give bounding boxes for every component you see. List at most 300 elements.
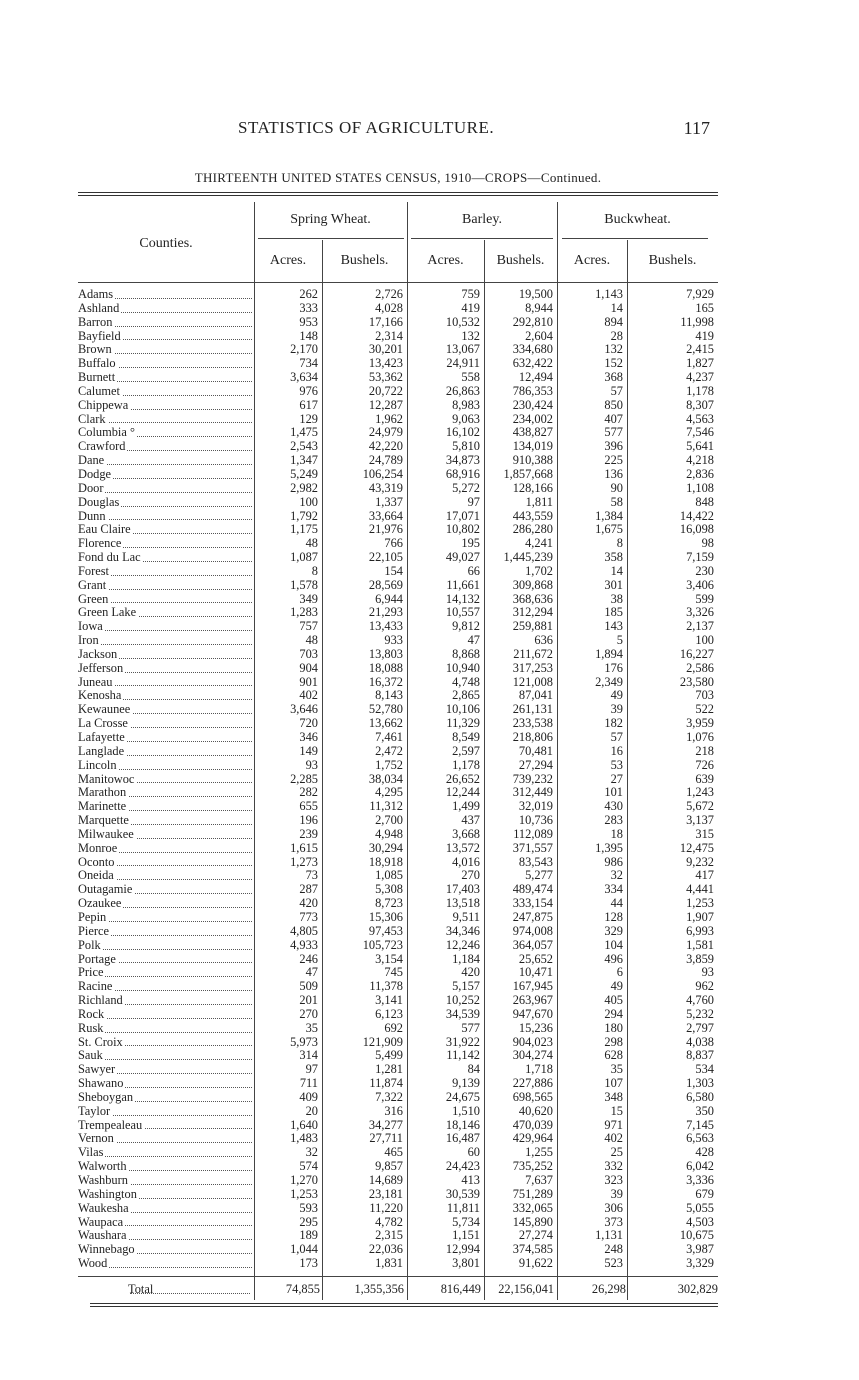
bw-acres-cell: 25 (610, 1146, 623, 1160)
total-leader (130, 1282, 250, 1294)
total-bw-acres: 26,298 (591, 1282, 626, 1296)
county-cell (78, 689, 254, 703)
sw-bushels-cell: 1,337 (375, 495, 403, 509)
table-row (78, 413, 718, 427)
barley-acres-cell: 10,252 (445, 994, 480, 1008)
bw-acres-cell: 101 (604, 786, 623, 800)
bw-bushels-cell: 10,675 (679, 1229, 714, 1243)
county-cell (78, 579, 254, 593)
county-cell (78, 343, 254, 357)
bw-bushels-cell: 639 (695, 772, 714, 786)
bw-bushels-cell: 7,546 (686, 426, 714, 440)
bw-acres-cell: 57 (610, 731, 623, 744)
table-row (78, 745, 718, 759)
sw-bushels-cell: 18,918 (368, 855, 403, 869)
county-name: Bayfield (78, 329, 121, 343)
barley-acres-cell: 30,539 (445, 1187, 480, 1201)
barley-acres-cell: 11,329 (446, 717, 480, 731)
bw-bushels-cell: 962 (695, 980, 714, 994)
barley-bushels-cell: 32,019 (518, 800, 553, 814)
barley-bushels-cell: 263,967 (512, 994, 553, 1008)
sw-acres-cell: 901 (299, 675, 318, 689)
sw-acres-cell: 1,270 (290, 1174, 318, 1187)
sw-acres-cell: 1,615 (290, 841, 318, 855)
table-row (78, 565, 718, 579)
crops-table (78, 288, 718, 1271)
sw-bushels-cell: 121,909 (362, 1035, 403, 1049)
sw-bushels-cell: 23,181 (368, 1187, 403, 1201)
barley-bushels-cell: 112,089 (513, 827, 553, 841)
county-cell (78, 440, 254, 454)
counties-header: Counties. (139, 236, 193, 251)
table-row (78, 1202, 718, 1216)
barley-acres-cell: 13,067 (445, 343, 480, 357)
barley-acres-cell: 1,184 (452, 952, 480, 966)
barley-acres-cell: 3,801 (452, 1257, 480, 1271)
sw-bushels-cell: 34,277 (368, 1118, 403, 1132)
bw-acres-cell: 1,894 (595, 647, 623, 661)
table-row (78, 1077, 718, 1091)
barley-acres-cell: 1,510 (452, 1104, 480, 1118)
total-sw-acres: 74,855 (285, 1282, 320, 1296)
sw-bushels-cell: 27,711 (369, 1132, 403, 1146)
table-row (78, 980, 718, 994)
table-row (78, 620, 718, 634)
county-cell (78, 413, 254, 427)
sw-bushels-cell: 6,944 (375, 592, 403, 606)
barley-acres-cell: 12,246 (445, 938, 480, 952)
table-row (78, 1049, 718, 1063)
table-row (78, 1119, 718, 1133)
barley-bushels-cell: 12,494 (518, 371, 553, 385)
sw-bushels-cell: 11,378 (369, 980, 403, 994)
barley-acres-cell: 10,940 (445, 661, 480, 675)
sw-acres-cell: 2,982 (290, 481, 318, 495)
sw-bushels-cell: 154 (384, 564, 403, 578)
sw-bushels-cell: 30,294 (368, 841, 403, 855)
sw-acres-cell: 2,285 (290, 772, 318, 786)
barley-acres-cell: 10,802 (445, 523, 480, 537)
county-cell (78, 828, 254, 842)
county-name: Racine (78, 980, 113, 994)
sw-bushels-cell: 106,254 (362, 467, 403, 481)
sw-bushels-cell: 5,308 (375, 883, 403, 897)
bw-bushels-cell: 1,253 (686, 897, 714, 911)
county-name: Rusk (78, 1021, 104, 1035)
sw-bushels-cell: 1,281 (375, 1063, 403, 1077)
sw-bushels-cell: 43,319 (368, 481, 403, 495)
bw-bushels-cell: 6,580 (686, 1090, 714, 1104)
bw-bushels-cell: 428 (695, 1146, 714, 1160)
table-row (78, 579, 718, 593)
bw-acres-cell: 850 (604, 398, 623, 412)
county-cell (78, 1091, 254, 1105)
county-cell (78, 1243, 254, 1257)
bw-acres-cell: 1,395 (595, 841, 623, 855)
table-row (78, 1036, 718, 1050)
county-name: Dodge (78, 467, 112, 481)
bw-bushels-cell: 3,329 (686, 1257, 714, 1271)
county-cell (78, 773, 254, 787)
sw-acres-cell: 1,483 (290, 1132, 318, 1146)
county-cell (78, 745, 254, 759)
barley-bushels-cell: 317,253 (512, 661, 553, 675)
county-cell (78, 1146, 254, 1160)
bw-bushels-cell: 1,076 (686, 731, 714, 744)
table-row (78, 1063, 718, 1077)
sw-acres-cell: 48 (305, 537, 318, 551)
barley-acres-cell: 13,518 (445, 897, 480, 911)
sw-acres-cell: 246 (299, 952, 318, 966)
bw-acres-cell: 396 (604, 440, 623, 454)
sw-bushels-cell: 38,034 (368, 772, 403, 786)
bw-acres-cell: 577 (604, 426, 623, 440)
barley-bushels-cell: 974,008 (512, 924, 553, 938)
barley-bushels-cell: 374,585 (512, 1243, 553, 1257)
bw-bushels-cell: 93 (701, 966, 714, 980)
total-rule (78, 1276, 718, 1277)
sw-bushels-cell: 933 (384, 634, 403, 648)
county-cell (78, 939, 254, 953)
table-row (78, 1091, 718, 1105)
barley-bushels-cell: 1,445,239 (503, 551, 553, 565)
sw-bushels-cell: 6,123 (375, 1007, 403, 1021)
bw-acres-cell: 407 (604, 412, 623, 426)
barley-acres-cell: 759 (461, 288, 480, 301)
county-cell (78, 911, 254, 925)
county-name: Vilas (78, 1146, 104, 1160)
total-barley-bushels: 22,156,041 (498, 1282, 554, 1296)
sw-acres-cell: 295 (299, 1215, 318, 1229)
barley-acres-cell: 2,597 (452, 744, 480, 758)
county-name: Jefferson (78, 661, 124, 675)
table-row (78, 966, 718, 980)
county-cell (78, 856, 254, 870)
sw-bushels-cell: 14,689 (368, 1174, 403, 1187)
county-cell (78, 1257, 254, 1271)
sw-acres-cell: 262 (299, 288, 318, 301)
bw-bushels-cell: 100 (695, 634, 714, 648)
sw-bushels-cell: 21,976 (368, 523, 403, 537)
barley-acres-cell: 26,652 (445, 772, 480, 786)
bw-bushels-cell: 4,237 (686, 371, 714, 385)
table-row (78, 703, 718, 717)
sw-bushels-cell: 2,726 (375, 288, 403, 301)
barley-bushels-cell: 70,481 (518, 744, 553, 758)
sw-bushels-cell: 7,461 (375, 731, 403, 744)
bw-bushels-cell: 5,641 (686, 440, 714, 454)
barley-bushels-cell: 233,538 (512, 717, 553, 731)
barley-bushels-cell: 312,449 (512, 786, 553, 800)
sw-bushels-cell: 4,782 (375, 1215, 403, 1229)
sw-bushels-cell: 24,979 (368, 426, 403, 440)
barley-bushels-cell: 5,277 (525, 869, 553, 883)
county-name: Monroe (78, 841, 118, 855)
bw-acres-cell: 132 (604, 343, 623, 357)
county-name: Sauk (78, 1049, 103, 1063)
county-name: Marinette (78, 800, 127, 814)
county-cell (78, 925, 254, 939)
sw-acres-cell: 8 (311, 564, 318, 578)
barley-bushels-cell: 333,154 (512, 897, 553, 911)
barley-acres-cell: 8,983 (452, 398, 480, 412)
barley-bushels-cell: 134,019 (512, 440, 553, 454)
barley-bushels-cell: 128,166 (512, 481, 553, 495)
county-name: Rock (78, 1007, 105, 1021)
bw-bushels-cell: 4,218 (686, 454, 714, 468)
sw-bushels-cell: 2,472 (375, 744, 403, 758)
county-name: Clark (78, 412, 106, 426)
sw-acres-cell: 711 (299, 1077, 318, 1091)
county-cell (78, 717, 254, 731)
county-name: Waushara (78, 1229, 127, 1243)
county-name: Green (78, 592, 109, 606)
county-cell (78, 399, 254, 413)
bw-acres-cell: 180 (604, 1021, 623, 1035)
barley-acres-cell: 9,139 (452, 1077, 480, 1091)
county-cell (78, 551, 254, 565)
sw-acres-cell: 349 (299, 592, 318, 606)
county-cell (78, 454, 254, 468)
barley-bushels-cell: 8,944 (525, 301, 553, 315)
sw-bushels-cell: 13,433 (368, 620, 403, 634)
total-bw-bushels: 302,829 (677, 1282, 718, 1296)
sw-acres-cell: 196 (299, 814, 318, 828)
bw-bushels-cell: 1,108 (686, 481, 714, 495)
bw-bushels-cell: 230 (695, 564, 714, 578)
county-cell (78, 288, 254, 302)
barley-bushels-cell: 334,680 (512, 343, 553, 357)
county-name: Washington (78, 1187, 137, 1201)
table-row (78, 897, 718, 911)
county-name: Brown (78, 343, 112, 357)
county-name: Florence (78, 537, 122, 551)
header-rule (78, 282, 718, 283)
county-name: Douglas (78, 495, 120, 509)
barley-bushels-cell: 947,670 (512, 1007, 553, 1021)
barley-bushels-cell: 2,604 (525, 329, 553, 343)
county-cell (78, 565, 254, 579)
barley-bushels-cell: 332,065 (512, 1201, 553, 1215)
bw-acres-cell: 294 (604, 1007, 623, 1021)
sw-bushels-cell: 12,287 (368, 398, 403, 412)
sw-acres-cell: 20 (305, 1104, 318, 1118)
bw-acres-cell: 298 (604, 1035, 623, 1049)
table-row (78, 1229, 718, 1243)
bw-acres-cell: 523 (604, 1257, 623, 1271)
county-cell (78, 800, 254, 814)
table-row (78, 731, 718, 745)
county-cell (78, 980, 254, 994)
county-name: Waukesha (78, 1201, 129, 1215)
sw-acres-cell: 173 (299, 1257, 318, 1271)
county-cell (78, 537, 254, 551)
barley-acres-cell: 11,661 (446, 578, 480, 592)
bw-bushels-cell: 7,159 (686, 551, 714, 565)
bw-acres-cell: 334 (604, 883, 623, 897)
table-row (78, 343, 718, 357)
sw-acres-cell: 93 (305, 758, 318, 772)
bw-acres-cell: 152 (604, 357, 623, 371)
county-cell (78, 994, 254, 1008)
table-row (78, 399, 718, 413)
county-cell (78, 1202, 254, 1216)
barley-bushels-cell: 234,002 (512, 412, 553, 426)
barley-bushels-cell: 40,620 (518, 1104, 553, 1118)
sw-acres-cell: 655 (299, 800, 318, 814)
sw-acres-cell: 720 (299, 717, 318, 731)
barley-acres-cell: 437 (461, 814, 480, 828)
county-name: Grant (78, 578, 107, 592)
county-cell (78, 426, 254, 440)
group-rule (258, 238, 404, 239)
county-cell (78, 1188, 254, 1202)
sw-acres-cell: 1,578 (290, 578, 318, 592)
county-name: Sheboygan (78, 1090, 134, 1104)
barley-bushels-cell: 230,424 (512, 398, 553, 412)
bw-acres-cell: 18 (610, 827, 623, 841)
bw-bushels-cell: 315 (695, 827, 714, 841)
county-name: Juneau (78, 675, 113, 689)
barley-acres-cell: 5,157 (452, 980, 480, 994)
barley-bushels-cell: 698,565 (512, 1090, 553, 1104)
sw-bushels-cell: 1,752 (375, 758, 403, 772)
county-cell (78, 1119, 254, 1133)
sw-bushels-cell: 9,857 (375, 1160, 403, 1174)
table-row (78, 454, 718, 468)
sw-acres-cell: 1,792 (290, 509, 318, 523)
bw-acres-cell: 323 (604, 1174, 623, 1187)
sw-bushels-cell: 465 (384, 1146, 403, 1160)
barley-acres-cell: 47 (467, 634, 480, 648)
sw-bushels-cell: 1,962 (375, 412, 403, 426)
bw-acres-cell: 986 (604, 855, 623, 869)
county-cell (78, 953, 254, 967)
bw-acres-cell: 8 (616, 537, 623, 551)
barley-acres-cell: 12,244 (445, 786, 480, 800)
bw-acres-cell: 90 (610, 481, 623, 495)
county-name: Lincoln (78, 758, 117, 772)
table-row (78, 925, 718, 939)
bw-bushels-cell: 419 (695, 329, 714, 343)
bw-acres-cell: 1,384 (595, 509, 623, 523)
table-row (78, 302, 718, 316)
sw-acres-cell: 73 (305, 869, 318, 883)
county-cell (78, 842, 254, 856)
barley-acres-cell: 1,178 (452, 758, 480, 772)
table-row (78, 1216, 718, 1230)
barley-header: Barley. (462, 212, 502, 227)
sw-acres-cell: 97 (305, 1063, 318, 1077)
county-name: Fond du Lac (78, 551, 141, 565)
bw-bushels-cell: 4,503 (686, 1215, 714, 1229)
barley-acres-cell: 195 (461, 537, 480, 551)
county-name: Dane (78, 454, 105, 468)
table-row (78, 1160, 718, 1174)
bw-bushels-cell: 6,993 (686, 924, 714, 938)
bw-bushels-cell: 2,797 (686, 1021, 714, 1035)
sw-bushels-cell: 105,723 (362, 938, 403, 952)
bw-acres-cell: 44 (610, 897, 623, 911)
county-name: Marquette (78, 814, 129, 828)
county-cell (78, 1105, 254, 1119)
barley-bushels-cell: 1,857,668 (503, 467, 553, 481)
barley-acres-cell: 4,748 (452, 675, 480, 689)
table-row (78, 1132, 718, 1146)
county-cell (78, 1216, 254, 1230)
bw-bushels-cell: 1,827 (686, 357, 714, 371)
table-row (78, 316, 718, 330)
barley-acres-cell: 420 (461, 966, 480, 980)
bottom-rule (90, 1303, 718, 1307)
sw-acres-cell: 148 (299, 329, 318, 343)
sw-acres-cell: 333 (299, 301, 318, 315)
county-cell (78, 869, 254, 883)
bw-acres-cell: 39 (610, 703, 623, 717)
barley-acres-cell: 558 (461, 371, 480, 385)
barley-acres-cell: 16,487 (445, 1132, 480, 1146)
sw-bushels-cell: 16,372 (368, 675, 403, 689)
sw-acres-cell: 1,087 (290, 551, 318, 565)
sw-acres-cell: 346 (299, 731, 318, 744)
bw-bushels-cell: 3,336 (686, 1174, 714, 1187)
sw-acres-cell: 953 (299, 315, 318, 329)
top-rule (78, 192, 718, 196)
sw-acres-cell: 703 (299, 647, 318, 661)
barley-bushels-cell: 218,806 (512, 731, 553, 744)
running-title: STATISTICS OF AGRICULTURE. (238, 118, 495, 137)
barley-bushels-cell: 10,736 (518, 814, 553, 828)
table-row (78, 482, 718, 496)
county-name: Door (78, 481, 104, 495)
county-cell (78, 731, 254, 745)
bw-bushels-cell: 3,326 (686, 606, 714, 620)
barley-bushels-cell: 121,008 (512, 675, 553, 689)
bw-acres-cell: 894 (604, 315, 623, 329)
county-cell (78, 523, 254, 537)
sw-acres-cell: 4,805 (290, 924, 318, 938)
barley-bushels-cell: 1,718 (525, 1063, 553, 1077)
county-cell (78, 703, 254, 717)
bw-acres-cell: 402 (604, 1132, 623, 1146)
table-row (78, 440, 718, 454)
table-row (78, 883, 718, 897)
table-row (78, 953, 718, 967)
table-row (78, 759, 718, 773)
sw-acres-cell: 2,543 (290, 440, 318, 454)
county-name: Crawford (78, 440, 126, 454)
bw-acres-cell: 182 (604, 717, 623, 731)
bw-bushels-cell: 2,137 (686, 620, 714, 634)
barley-bushels-cell: 7,637 (525, 1174, 553, 1187)
table-row (78, 551, 718, 565)
barley-bushels-cell: 91,622 (518, 1257, 553, 1271)
sw-bushels-cell: 316 (384, 1104, 403, 1118)
barley-bushels-cell: 259,881 (512, 620, 553, 634)
bw-acres-cell: 329 (604, 924, 623, 938)
bw-acres-cell: 405 (604, 994, 623, 1008)
table-row (78, 1008, 718, 1022)
county-name: Forest (78, 564, 109, 578)
county-name: Ashland (78, 301, 120, 315)
sw-bushels-cell: 24,789 (368, 454, 403, 468)
county-cell (78, 966, 254, 980)
barley-bushels-cell: 83,543 (518, 855, 553, 869)
bw-acres-cell: 176 (604, 661, 623, 675)
bw-acres-cell: 1,131 (595, 1229, 623, 1243)
sw-bushels-cell: 745 (384, 966, 403, 980)
barley-acres-cell: 10,557 (445, 606, 480, 620)
